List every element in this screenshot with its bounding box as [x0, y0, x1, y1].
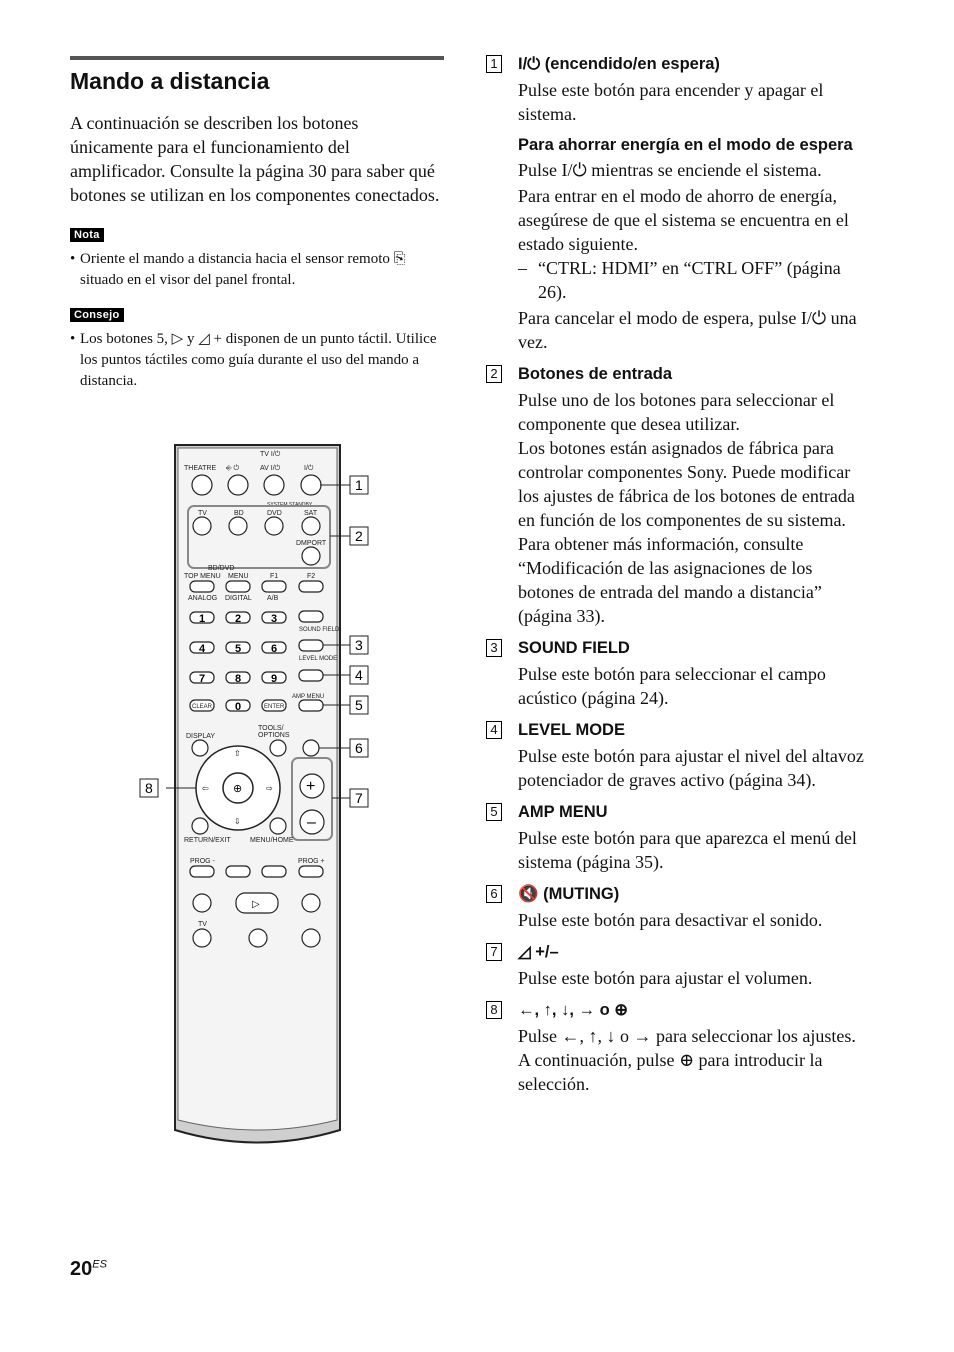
item-1	[486, 52, 866, 354]
label-return-exit: RETURN/EXIT	[184, 837, 231, 844]
dvd-input-button	[265, 517, 283, 535]
item-body: Pulse uno de los botones para seleccionar el componente que desea utilizar.	[518, 390, 835, 434]
sound-field-button	[299, 640, 323, 651]
item-body: Pulse este botón para encender y apagar el sistema.	[518, 80, 824, 124]
scan-back-button	[193, 894, 211, 912]
label-sound-field: SOUND FIELD	[299, 627, 340, 633]
intro-paragraph: A continuación se describen los botones únicamente para el funcionamiento del amplificador. Consulte la página 30 para saber qué botones se utilizan en los componentes conectados.	[70, 113, 440, 205]
item-number: 1	[486, 55, 502, 73]
callout-number: 1	[355, 477, 363, 493]
label-tv-bottom: TV	[198, 921, 207, 928]
item-number: 5	[486, 803, 502, 821]
page-title: Mando a distancia	[70, 68, 270, 94]
label-top-menu: TOP MENU	[184, 573, 221, 580]
return-exit-button	[192, 818, 208, 834]
muting-button	[303, 740, 319, 756]
label-digital: DIGITAL	[225, 595, 252, 602]
label-dvd: DVD	[267, 510, 282, 517]
item-heading: I/⏻ (encendido/en espera)	[518, 55, 720, 73]
bd-input-button	[229, 517, 247, 535]
callout-number: 2	[355, 528, 363, 544]
item-body: Pulse este botón para ajustar el nivel del altavoz potenciador de graves activo (página 34).	[518, 746, 864, 790]
amp-menu-button	[299, 700, 323, 711]
item-number: 4	[486, 721, 502, 739]
label-system-standby: SYSTEM STANDBY	[267, 502, 313, 508]
digit-label: 4	[199, 643, 206, 655]
tv-av-power-button	[264, 475, 284, 495]
label-theatre: THEATRE	[184, 465, 217, 472]
item-number: 8	[486, 1001, 502, 1019]
item-3	[486, 636, 866, 710]
item-body: Pulse ←, ↑, ↓ o → para seleccionar los ajustes. A continuación, pulse ⊕ para introducir la selección.	[518, 1026, 856, 1094]
item-subheading: Para ahorrar energía en el modo de espera	[518, 136, 853, 154]
tv-input-button	[193, 517, 211, 535]
f1-button	[262, 581, 286, 592]
label-av-power: AV I/⏻	[260, 465, 281, 472]
page-number	[70, 1258, 107, 1281]
label-sat: SAT	[304, 510, 318, 517]
label-enter: ENTER	[264, 704, 285, 710]
callout-number: 4	[355, 667, 363, 683]
item-number: 2	[486, 365, 502, 383]
svg-text:⇦: ⇦	[202, 784, 209, 793]
callout-number: 3	[355, 637, 363, 653]
nota-tag: Nota	[70, 228, 104, 242]
label-tv: TV	[198, 510, 207, 517]
label-amp-menu: AMP MENU	[292, 694, 325, 700]
tv-button	[193, 929, 211, 947]
item-2	[486, 362, 866, 628]
digit-label: 1	[199, 613, 206, 625]
digit-label: 6	[271, 643, 278, 655]
label-clear: CLEAR	[192, 704, 213, 710]
item-7	[486, 940, 866, 990]
label-tools: TOOLS/	[258, 725, 284, 732]
item-paragraph: Para entrar en el modo de ahorro de energía, asegúrese de que el sistema se encuentra en el estado siguiente.	[518, 186, 849, 254]
remote-control-illustration	[145, 440, 390, 1150]
label-prog-plus: PROG +	[298, 858, 325, 865]
label-display: DISPLAY	[186, 733, 216, 740]
item-body: Pulse este botón para que aparezca el menú del sistema (página 35).	[518, 828, 857, 872]
tools-options-button	[270, 740, 286, 756]
digit-label: 0	[235, 701, 242, 713]
label-analog: ANALOG	[188, 595, 218, 602]
item-6	[486, 882, 866, 932]
prev-button	[190, 866, 214, 877]
item-5	[486, 800, 866, 874]
power-button	[301, 475, 321, 495]
item-heading: LEVEL MODE	[518, 721, 625, 739]
callout-number: 8	[145, 780, 153, 796]
digit-label: 7	[199, 673, 206, 685]
item-4	[486, 718, 866, 792]
top-menu-button	[190, 581, 214, 592]
svg-text:⊕: ⊕	[233, 783, 243, 795]
scan-fwd-button	[302, 894, 320, 912]
item-body: Pulse este botón para ajustar el volumen.	[518, 968, 813, 988]
title-rule	[70, 56, 444, 60]
svg-text:⇧: ⇧	[234, 749, 241, 758]
digit-label: 8	[235, 673, 242, 685]
callout-number: 6	[355, 740, 363, 756]
callout-number: 7	[355, 790, 363, 806]
left-column	[70, 56, 444, 392]
label-level-mode: LEVEL MODE	[299, 656, 338, 662]
label-bd: BD	[234, 510, 244, 517]
item-heading: SOUND FIELD	[518, 639, 630, 657]
page-number-value: 20	[70, 1258, 93, 1280]
display-small-button	[299, 611, 323, 622]
svg-text:⇨: ⇨	[266, 784, 273, 793]
forward-button	[262, 866, 286, 877]
menu-button	[226, 581, 250, 592]
item-body: Pulse este botón para desactivar el sonido.	[518, 910, 823, 930]
callout-number: 5	[355, 697, 363, 713]
menu-home-button	[270, 818, 286, 834]
digit-label: 9	[271, 673, 278, 685]
label-bd-dvd: BD/DVD	[208, 565, 235, 572]
label-f2: F2	[307, 573, 316, 580]
display-button	[192, 740, 208, 756]
digit-label: 3	[271, 613, 278, 625]
item-paragraph: Pulse I/⏻ mientras se enciende el sistema.	[518, 160, 822, 180]
svg-text:+: +	[306, 778, 316, 795]
label-prog-minus: PROG -	[190, 858, 215, 865]
stop-button	[302, 929, 320, 947]
next-button	[299, 866, 323, 877]
nota-text: • Oriente el mando a distancia hacia el sensor remoto ⎘ situado en el visor del panel frontal.	[70, 249, 444, 291]
item-heading: AMP MENU	[518, 803, 608, 821]
item-heading: ←, ↑, ↓, → o ⊕	[518, 1001, 629, 1019]
input-button	[228, 475, 248, 495]
label-dmport: DMPORT	[296, 540, 327, 547]
label-menu: MENU	[228, 573, 249, 580]
item-paragraph: Para cancelar el modo de espera, pulse I/⏻ una vez.	[518, 308, 857, 352]
theatre-button	[192, 475, 212, 495]
item-body: Pulse este botón para seleccionar el campo acústico (página 24).	[518, 664, 826, 708]
svg-text:–: –	[307, 814, 316, 831]
label-tv-power: TV I/⏻	[260, 451, 281, 458]
label-menu-home: MENU/HOME	[250, 837, 294, 844]
svg-text:⎆ ⏻: ⎆ ⏻	[226, 465, 240, 472]
item-8	[486, 998, 866, 1096]
svg-text:⇩: ⇩	[234, 817, 241, 826]
rewind-button	[226, 866, 250, 877]
label-options: OPTIONS	[258, 732, 290, 739]
item-heading: 🔇 (MUTING)	[518, 885, 620, 903]
item-number: 6	[486, 885, 502, 903]
consejo-tag: Consejo	[70, 308, 124, 322]
svg-text:▷: ▷	[252, 899, 260, 910]
item-body: Los botones están asignados de fábrica para controlar componentes Sony. Puede modificar los ajustes de fábrica de los botones de entrada en función de los componentes de su sistema. Para obtener más información, consulte “Modificación de las asignaciones de los botones de entrada del mando a distancia” (página 33).	[518, 438, 855, 626]
item-number: 7	[486, 943, 502, 961]
page-number-suffix: ES	[92, 1258, 107, 1271]
sat-input-button	[302, 517, 320, 535]
item-heading: Botones de entrada	[518, 365, 673, 383]
consejo-text: • Los botones 5, ▷ y ◿ + disponen de un punto táctil. Utilice los puntos táctiles como guía durante el uso del mando a distancia.	[70, 329, 444, 392]
dmport-input-button	[302, 547, 320, 565]
item-heading: ◿ +/–	[518, 943, 559, 961]
right-column	[486, 52, 866, 1104]
item-dash: – “CTRL: HDMI” en “CTRL OFF” (página 26).	[518, 256, 866, 304]
pause-button	[249, 929, 267, 947]
f2-button	[299, 581, 323, 592]
digit-label: 5	[235, 643, 242, 655]
digit-label: 2	[235, 613, 242, 625]
label-ab: A/B	[267, 595, 279, 602]
label-f1: F1	[270, 573, 279, 580]
label-power: I/⏻	[304, 465, 314, 472]
level-mode-button	[299, 670, 323, 681]
item-number: 3	[486, 639, 502, 657]
